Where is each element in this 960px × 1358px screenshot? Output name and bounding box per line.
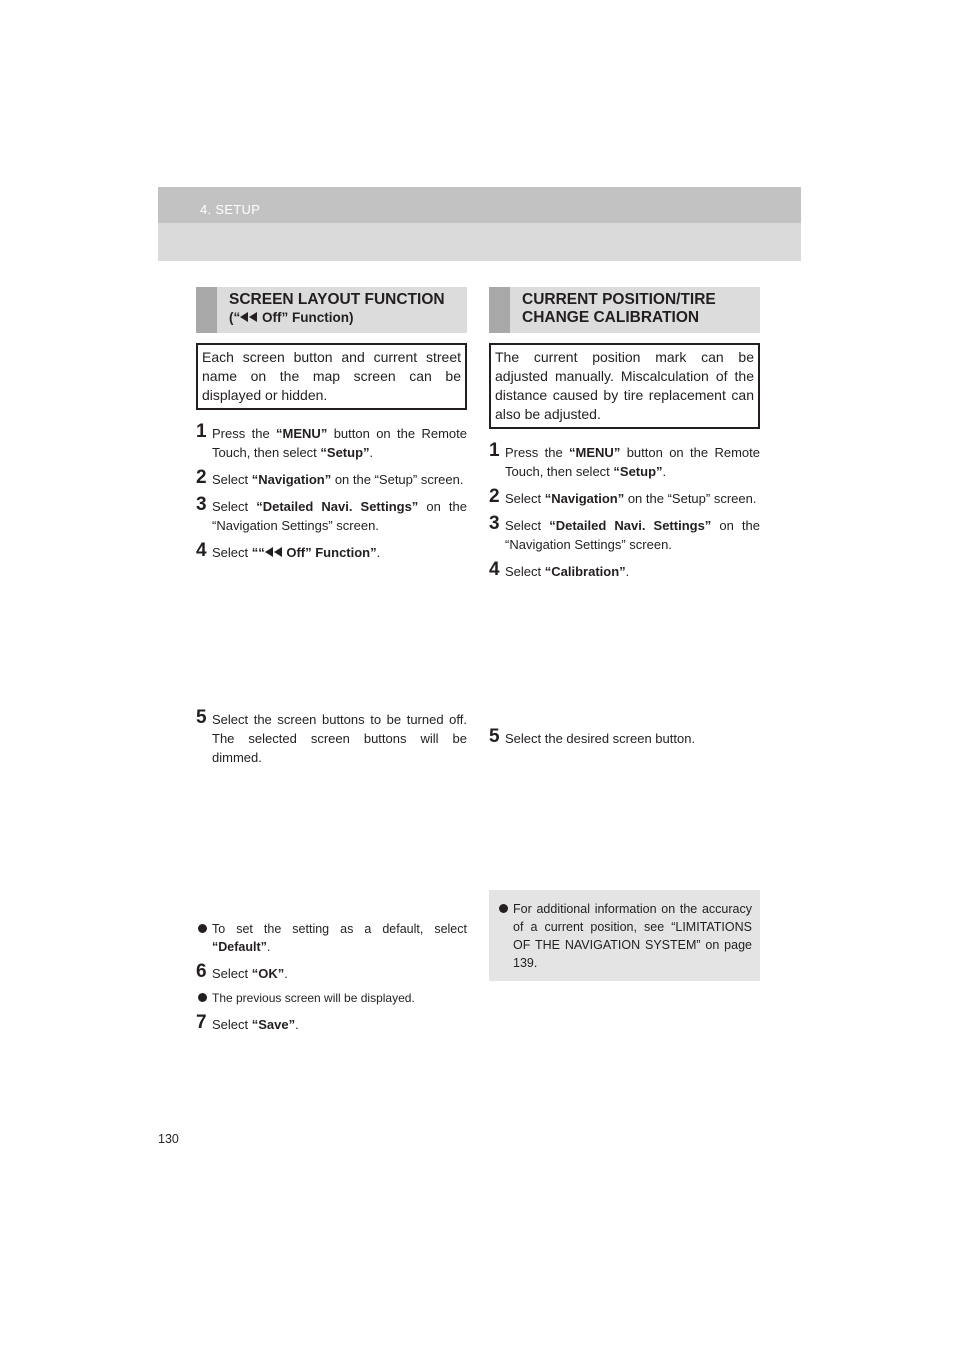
title-line1: SCREEN LAYOUT FUNCTION — [229, 291, 445, 308]
text-post: on the “Setup” screen. — [624, 491, 757, 506]
note-post: . — [266, 940, 271, 954]
step-3 — [196, 494, 467, 535]
step-number: 3 — [489, 513, 500, 534]
step-7 — [196, 1012, 467, 1034]
note-text: For additional information on the accuracy of a current position, see “LIMITATIONS OF THE NAVIGATION SYSTEM” on page 139. — [513, 902, 752, 970]
text-post: . — [295, 1017, 299, 1032]
text-post: . — [369, 445, 374, 460]
step-text: Select the screen buttons to be turned off. The selected screen buttons will be dimmed. — [212, 712, 467, 765]
text-pre: Select — [212, 472, 252, 487]
rewind-icon — [265, 545, 283, 560]
section-title — [229, 291, 461, 327]
title-line2-pre: (“ — [229, 310, 241, 325]
step-number: 5 — [196, 707, 207, 728]
bullet-dot-icon — [499, 904, 508, 913]
note-default — [196, 920, 467, 956]
step-number: 3 — [196, 494, 207, 515]
step-number: 4 — [196, 540, 207, 561]
step-number: 7 — [196, 1012, 207, 1033]
right-column — [489, 287, 760, 981]
step-4 — [489, 559, 760, 581]
label-pre: ““ — [251, 545, 265, 560]
navigation-label: “Navigation” — [251, 472, 332, 487]
step-text — [196, 961, 467, 983]
text-pre: Select — [212, 966, 252, 981]
text-pre: Select — [505, 491, 545, 506]
step-number: 2 — [489, 486, 500, 507]
intro-box: The current position mark can be adjusted manually. Miscalculation of the distance caused by tire replacement can also be adjusted. — [489, 343, 760, 429]
step-text — [196, 494, 467, 535]
note-previous — [196, 989, 467, 1007]
text-post: on the “Setup” screen. — [331, 472, 464, 487]
page-number: 130 — [158, 1132, 179, 1146]
step-5 — [489, 726, 760, 748]
step-text — [489, 559, 760, 581]
step-number: 5 — [489, 726, 500, 747]
step-number: 1 — [489, 440, 500, 461]
step-5 — [196, 707, 467, 767]
function-label — [252, 545, 377, 560]
step-number: 2 — [196, 467, 207, 488]
title-line2: CHANGE CALIBRATION — [522, 309, 700, 326]
page-header — [158, 187, 801, 261]
step-1 — [196, 421, 467, 462]
text-post: . — [284, 966, 288, 981]
note-box — [489, 890, 760, 981]
text-post: on the “Navigation Settings” screen. — [212, 499, 467, 533]
text-post: . — [662, 464, 667, 479]
header-strip — [158, 187, 801, 223]
text-pre: Select — [212, 1017, 252, 1032]
label-post: Off” Function” — [282, 545, 377, 560]
section-heading-screen-layout — [196, 287, 467, 333]
menu-label: “MENU” — [276, 426, 328, 441]
step-text — [196, 1012, 467, 1034]
text-post: on the “Navigation Settings” screen. — [505, 518, 760, 552]
save-label: “Save” — [251, 1017, 296, 1032]
rewind-icon — [240, 310, 258, 325]
bullet-dot-icon — [198, 924, 207, 933]
text-pre: Select — [212, 499, 257, 514]
text-post: . — [625, 564, 630, 579]
step-text — [196, 421, 467, 462]
step-2 — [489, 486, 760, 508]
text-pre: Select — [505, 518, 550, 533]
section-heading-calibration — [489, 287, 760, 333]
step-6 — [196, 961, 467, 983]
left-column — [196, 287, 467, 1034]
step-text — [196, 540, 467, 562]
step-text — [489, 440, 760, 481]
step-number: 4 — [489, 559, 500, 580]
step-number: 1 — [196, 421, 207, 442]
text-pre: Select — [505, 564, 545, 579]
navigation-label: “Navigation” — [544, 491, 625, 506]
step-text — [489, 486, 760, 508]
text-post: . — [376, 545, 381, 560]
setup-label: “Setup” — [613, 464, 663, 479]
heading-bar — [489, 287, 510, 333]
setup-label: “Setup” — [320, 445, 370, 460]
step-text — [196, 467, 467, 489]
intro-box: Each screen button and current street name on the map screen can be displayed or hidden. — [196, 343, 467, 410]
menu-label: “MENU” — [569, 445, 621, 460]
note-pre: To set the setting as a default, select — [212, 922, 467, 936]
detailed-navi-label: “Detailed Navi. Settings” — [549, 518, 712, 533]
text-pre: Select — [212, 545, 252, 560]
text-mid: button on the Remote Touch, then select — [212, 426, 467, 460]
default-label: “Default” — [212, 940, 267, 954]
note-text: The previous screen will be displayed. — [212, 991, 415, 1005]
note-accuracy — [497, 900, 752, 972]
bullet-dot-icon — [198, 993, 207, 1002]
section-label: 4. SETUP — [200, 202, 261, 217]
title-line2 — [229, 309, 461, 327]
step-4 — [196, 540, 467, 562]
calibration-label: “Calibration” — [544, 564, 626, 579]
detailed-navi-label: “Detailed Navi. Settings” — [256, 499, 419, 514]
text-pre: Press the — [505, 445, 570, 460]
step-text: Select the desired screen button. — [505, 731, 696, 746]
step-text — [489, 513, 760, 554]
ok-label: “OK” — [251, 966, 285, 981]
heading-bar — [196, 287, 217, 333]
step-1 — [489, 440, 760, 481]
step-2 — [196, 467, 467, 489]
text-mid: button on the Remote Touch, then select — [505, 445, 760, 479]
section-title — [522, 291, 754, 327]
title-line1: CURRENT POSITION/TIRE — [522, 291, 716, 308]
step-number: 6 — [196, 961, 207, 982]
text-pre: Press the — [212, 426, 277, 441]
title-line2-post: Off” Function) — [258, 310, 354, 325]
step-3 — [489, 513, 760, 554]
